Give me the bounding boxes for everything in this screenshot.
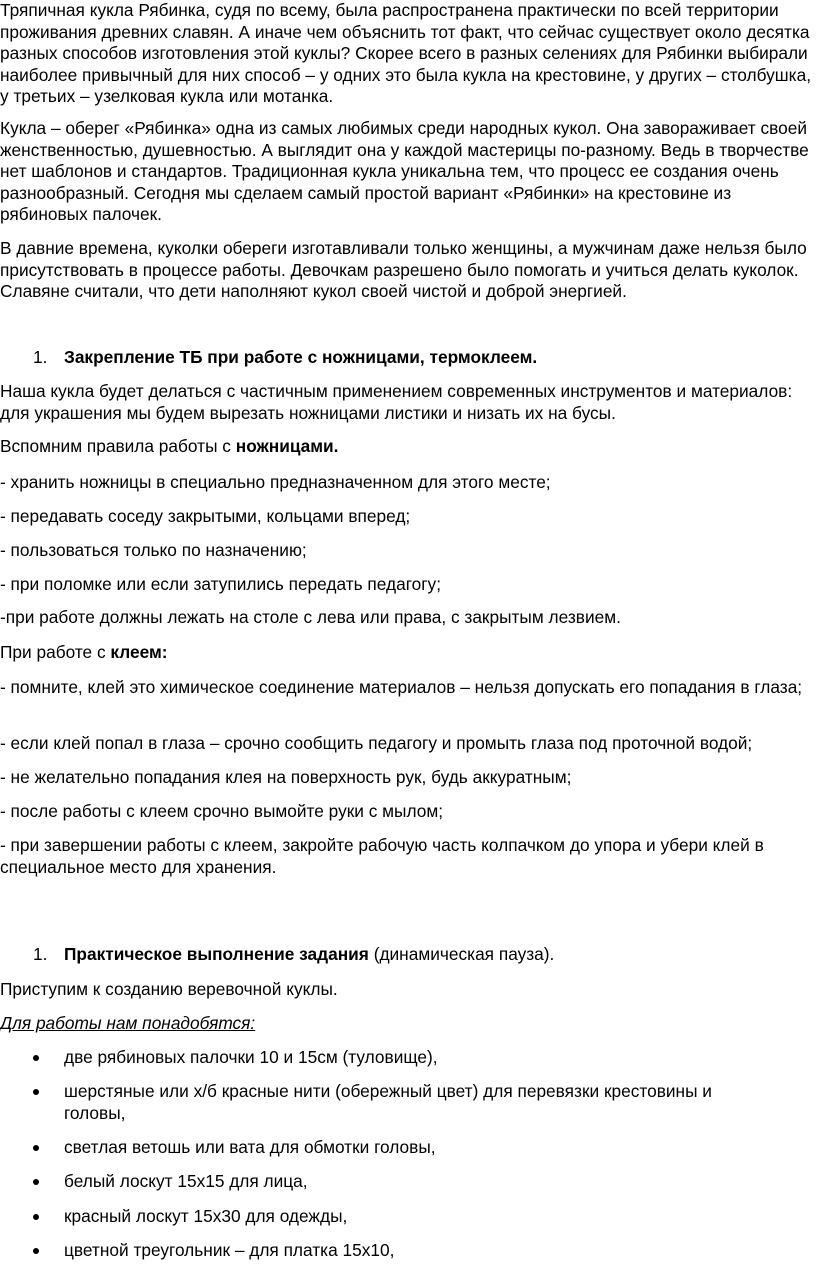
glue-rule: - не желательно попадания клея на поверхность рук, будь аккуратным; bbox=[0, 767, 572, 787]
materials-list-item bbox=[0, 1047, 812, 1069]
section-1-number: 1. bbox=[33, 347, 48, 367]
materials-list-item-text: красный лоскут 15х30 для одежды, bbox=[64, 1206, 348, 1226]
scissors-heading bbox=[0, 436, 812, 458]
bullet-icon bbox=[0, 1081, 64, 1124]
intro-paragraph-1: Тряпичная кукла Рябинка, судя по всему, была распространена практически по всей территории проживания древних славян. А иначе чем объяснить тот факт, что сейчас существует около десятка разных способов изготовления этой куклы? Скорее всего в разных селениях для Рябинки выбирали наиболее привычный для них способ – у одних это была кукла на крестовине, у других – столбушка, у третьих – узелковая кукла или мотанка. bbox=[0, 0, 811, 107]
section-1-title: Закрепление ТБ при работе с ножницами, термоклеем. bbox=[64, 347, 538, 367]
intro-paragraph-3: В давние времена, куколки обереги изготавливали только женщины, а мужчинам даже нельзя было присутствовать в процессе работы. Девочкам разрешено было помогать и учиться делать куколок. Славяне считали, что дети наполняют кукол своей чистой и доброй энергией. bbox=[0, 238, 807, 302]
section-2-title-bold: Практическое выполнение задания bbox=[64, 944, 369, 964]
bullet-icon bbox=[0, 1137, 64, 1159]
scissors-rule: - пользоваться только по назначению; bbox=[0, 540, 307, 560]
section-2-number: 1. bbox=[33, 944, 48, 964]
scissors-rule: - хранить ножницы в специально предназначенном для этого месте; bbox=[0, 472, 551, 492]
scissors-heading-bold: ножницами. bbox=[235, 436, 339, 456]
scissors-rule: - при поломке или если затупились передать педагогу; bbox=[0, 574, 441, 594]
section-2-title-rest: (динамическая пауза). bbox=[368, 944, 555, 964]
bullet-icon bbox=[0, 1240, 64, 1262]
section-1-text: Наша кукла будет делаться с частичным применением современных инструментов и материалов: для украшения мы будем вырезать ножницами листики и низать их на бусы. bbox=[0, 381, 793, 423]
materials-list-item-text: светлая ветошь или вата для обмотки головы, bbox=[64, 1137, 436, 1157]
section-2-title bbox=[64, 944, 554, 966]
section-2-intro: Приступим к созданию веревочной куклы. bbox=[0, 979, 338, 999]
bullet-icon bbox=[0, 1206, 64, 1228]
glue-rule: - помните, клей это химическое соединение материалов – нельзя допускать его попадания в глаза; bbox=[0, 677, 803, 697]
bullet-icon bbox=[0, 1047, 64, 1069]
scissors-rule: -при работе должны лежать на столе с лева или права, с закрытым лезвием. bbox=[0, 607, 621, 627]
materials-list-item bbox=[0, 1206, 812, 1228]
materials-list-item bbox=[0, 1081, 812, 1124]
materials-list-item-text: цветной треугольник – для платка 15х10, bbox=[64, 1240, 395, 1260]
materials-list-item bbox=[0, 1240, 812, 1262]
section-2-heading bbox=[0, 944, 812, 966]
materials-list-item bbox=[0, 1171, 812, 1193]
glue-rule: - при завершении работы с клеем, закройте рабочую часть колпачком до упора и убери клей в специальное место для хранения. bbox=[0, 835, 764, 877]
glue-heading bbox=[0, 642, 812, 664]
glue-rule: - если клей попал в глаза – срочно сообщить педагогу и промыть глаза под проточной водой; bbox=[0, 733, 753, 753]
intro-paragraph-2: Кукла – оберег «Рябинка» одна из самых любимых среди народных кукол. Она завораживает своей женственностью, душевностью. А выглядит она у каждой мастерицы по-разному. Ведь в творчестве нет шаблонов и стандартов. Традиционная кукла уникальна тем, что процесс ее создания очень разнообразный. Сегодня мы сделаем самый простой вариант «Рябинки» на крестовине из рябиновых палочек. bbox=[0, 118, 809, 225]
section-1-heading bbox=[0, 347, 812, 369]
materials-list-item-text: белый лоскут 15х15 для лица, bbox=[64, 1171, 308, 1191]
bullet-icon bbox=[0, 1171, 64, 1193]
scissors-rule: - передавать соседу закрытыми, кольцами вперед; bbox=[0, 506, 411, 526]
materials-list-item-text: шерстяные или х/б красные нити (обережный цвет) для перевязки крестовины и головы, bbox=[64, 1081, 712, 1123]
glue-heading-bold: клеем: bbox=[110, 642, 168, 662]
materials-heading: Для работы нам понадобятся: bbox=[0, 1013, 256, 1033]
materials-list-item bbox=[0, 1137, 812, 1159]
materials-list-item-text: две рябиновых палочки 10 и 15см (туловище), bbox=[64, 1047, 438, 1067]
glue-rule: - после работы с клеем срочно вымойте руки с мылом; bbox=[0, 801, 444, 821]
scissors-heading-prefix: Вспомним правила работы с bbox=[0, 436, 236, 456]
glue-heading-prefix: При работе с bbox=[0, 642, 111, 662]
